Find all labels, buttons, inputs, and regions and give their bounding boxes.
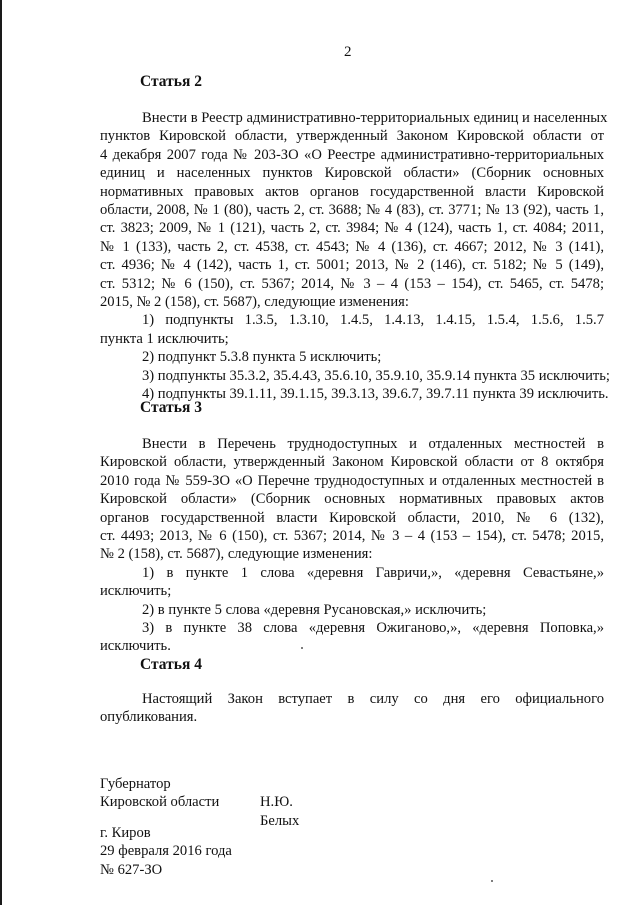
text-line: Настоящий Закон вступает в силу со дня его официального xyxy=(142,691,604,707)
footer-block xyxy=(100,824,232,879)
list-item-3: 3) в пункте 38 слова «деревня Ожиганово,», «деревня Поповка,» xyxy=(142,620,604,637)
signature-block xyxy=(100,775,300,829)
text-line: ст. 4493; 2013, № 6 (150), ст. 5367; 2014, № 3 – 4 (153 – 154), ст. 5478; 2015, xyxy=(100,528,604,545)
footer-law-number: № 627-ЗО xyxy=(100,861,163,878)
text-line: Внести в Перечень труднодоступных и отдаленных местностей в xyxy=(142,436,604,452)
list-item-2: 2) подпункт 5.3.8 пункта 5 исключить; xyxy=(142,349,382,366)
text-line: ст. 5312; № 6 (150), ст. 5367; 2014, № 3 – 4 (153 – 154), ст. 5465, ст. 5478; xyxy=(100,275,604,292)
article-4-body xyxy=(100,690,604,727)
list-item-1-continuation: пункта 1 исключить; xyxy=(100,330,229,347)
list-item-3-continuation: исключить. xyxy=(100,638,171,655)
text-line: Кировской области, утвержденный Законом Кировской области от 8 октября xyxy=(100,454,604,471)
list-item-1: 1) подпункты 1.3.5, 1.3.10, 1.4.5, 1.4.13, 1.4.15, 1.5.4, 1.5.6, 1.5.7 xyxy=(142,312,604,329)
list-item-4: 4) подпункты 39.1.11, 39.1.15, 39.3.13, 39.6.7, 39.7.11 пункта 39 исключить. xyxy=(142,386,609,403)
list-item-2: 2) в пункте 5 слова «деревня Русановская,» исключить; xyxy=(142,601,487,618)
list-item-3: 3) подпункты 35.3.2, 35.4.43, 35.6.10, 35.9.10, 35.9.14 пункта 35 исключить; xyxy=(142,367,610,384)
text-line: 4 декабря 2007 года № 203-ЗО «О Реестре административно-территориальных xyxy=(100,146,604,163)
governor-region: Кировской области xyxy=(100,794,220,811)
footer-city: г. Киров xyxy=(100,825,151,841)
text-line: нормативных правовых актов органов государственной власти Кировской xyxy=(100,183,604,200)
text-line: № 2 (158), ст. 5687), следующие изменения: xyxy=(100,546,373,563)
scan-edge xyxy=(0,0,2,905)
text-line: пунктов Кировской области, утвержденный Законом Кировской области от xyxy=(100,128,604,145)
text-line: Кировской области» (Сборник основных нормативных правовых актов xyxy=(100,491,604,508)
scan-speck xyxy=(301,647,303,649)
governor-title: Губернатор xyxy=(100,776,171,792)
signature-title-row-1 xyxy=(100,775,219,793)
scan-speck xyxy=(491,880,493,882)
article-2-body xyxy=(100,109,610,404)
text-line: опубликования. xyxy=(100,709,198,726)
text-line: ст. 4936; № 4 (142), часть 1, ст. 5001; 2013, № 2 (146), ст. 5182; № 5 (149), xyxy=(100,257,604,274)
text-line: 2010 года № 559-ЗО «О Перечне труднодоступных и отдаленных местностей в xyxy=(100,472,604,489)
article-4-heading: Статья 4 xyxy=(140,656,202,673)
article-2-heading: Статья 2 xyxy=(140,73,202,90)
text-line: органов государственной власти Кировской области, 2010, № 6 (132), xyxy=(100,509,604,526)
article-3-body xyxy=(100,435,604,656)
governor-name: Н.Ю. Белых xyxy=(260,794,300,829)
footer-date: 29 февраля 2016 года xyxy=(100,843,232,860)
article-3-heading: Статья 3 xyxy=(140,399,202,416)
text-line: 2015, № 2 (158), ст. 5687), следующие изменения: xyxy=(100,294,409,311)
text-line: ст. 3823; 2009, № 1 (121), часть 2, ст. 3984; № 4 (124), часть 1, ст. 4084; 2011, xyxy=(100,220,604,237)
text-line: области, 2008, № 1 (80), часть 2, ст. 3688; № 4 (83), ст. 3771; № 13 (92), часть 1, xyxy=(100,202,604,219)
list-item-1-continuation: исключить; xyxy=(100,583,172,600)
page-number: 2 xyxy=(344,44,352,60)
signature-title-row-2 xyxy=(100,793,300,829)
list-item-1: 1) в пункте 1 слова «деревня Гавричи,», «деревня Севастьяне,» xyxy=(142,564,604,581)
text-line: Внести в Реестр административно-территориальных единиц и населенных xyxy=(142,110,608,126)
text-line: № 1 (133), часть 2, ст. 4538, ст. 4543; № 4 (136), ст. 4667; 2012, № 3 (141), xyxy=(100,238,604,255)
text-line: единиц и населенных пунктов Кировской области» (Сборник основных xyxy=(100,165,604,182)
